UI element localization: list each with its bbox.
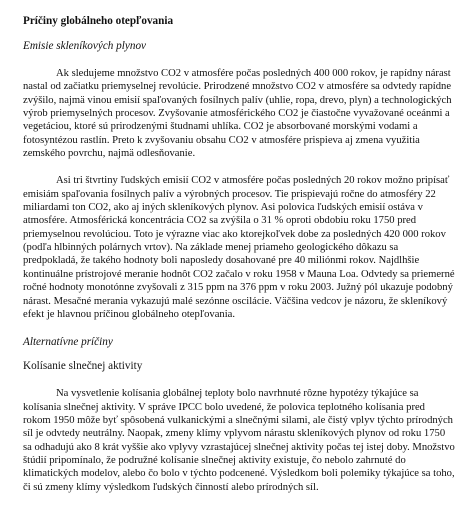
document-title: Príčiny globálneho otepľovania	[23, 15, 174, 27]
subsection-heading-solar-activity: Kolísanie slnečnej aktivity	[23, 360, 143, 373]
paragraph-emissions-1: Ak sledujeme množstvo CO2 v atmosfére počas posledných 400 000 rokov, je rapídny nárast nastal od začiatku priemyselnej revolúcie. Prirodzené množstvo CO2 v atmosfére sa odvtedy rapídne zvýšilo, najmä vinou emisií spaľovaných fosílnych palív (uhlie, ropa, drevo, plyn) a technologických výrob priemyselných procesov. Zvyšovanie atmosférického CO2 je čiastočne vyvažované oceánmi a vegetáciou, ktoré sú prirodzenými študnami uhlíka. CO2 je absorbované morskými vodami a fotosyntézou rastlín. Preto k zvyšovaniu obsahu CO2 v atmosfére prispieva aj zmena využitia zemského povrchu, najmä odlesňovanie.	[23, 68, 452, 160]
document-page	[23, 14, 455, 508]
paragraph-solar-activity: Na vysvetlenie kolísania globálnej teploty bolo navrhnuté rôzne hypotézy týkajúce sa kolísania slnečnej aktivity. V správe IPCC bolo uvedené, že polovica teplotného kolísania pred rokom 1950 môže byť spôsobená vulkanickými a slnečnými silami, ale čistý vplyv týchto prírodných síl je odvtedy neutrálny. Naopak, zmeny klímy vplyvom nárastu skleníkových plynov od roku 1750 sa odhadujú ako 8 krát vyššie ako vplyvy vzrastajúcej slnečnej aktivity počas tej istej doby. Množstvo štúdií pripomínalo, že podružné kolísanie slnečnej aktivity existuje, čo nebolo zahrnuté do klimatických modelov, alebo čo bolo v týchto podcenené. Výsledkom boli polemiky týkajúce sa toho, či sú zmeny klímy výsledkom ľudských činností alebo prírodných síl.	[23, 388, 455, 493]
section-heading-alternative-causes: Alternatívne príčiny	[23, 336, 113, 349]
section-heading-emissions: Emisie skleníkových plynov	[23, 40, 147, 52]
paragraph-emissions-2: Asi tri štvrtiny ľudských emisií CO2 v atmosfére počas posledných 20 rokov možno pripísať emisiám spaľovania fosílnych palív a výrobných procesov. Tie prispievajú ročne do atmosféry 22 miliardami ton CO2, ako aj iných skleníkových plynov. Asi polovica ľudských emisií ostáva v atmosfére. Atmosférická koncentrácia CO2 sa zvýšila o 31 % oproti obdobiu roku 1750 pred priemyselnou revolúciou. Toto je výrazne viac ako ktorejkoľvek dobe za posledných 420 000 rokov (podľa hlbinných polárnych vrtov). Na základe menej priameho geologického dôkazu sa predpokladá, že takého hodnoty boli naposledy dosahované pre 40 miliónmi rokov. Najdlhšie kontinuálne prístrojové meranie hodnôt CO2 začalo v roku 1958 v Mauna Loa. Odvtedy sa priemerné ročné hodnoty monotónne zvyšovali z 315 ppm na 376 ppm v roku 2003. Južný pól ukazuje podobný nárast. Mesačné merania vykazujú malé sezónne oscilácie. Väčšina vedcov je názoru, že skleníkový efekt je hlavnou príčinou globálneho otepľovania.	[23, 175, 455, 320]
